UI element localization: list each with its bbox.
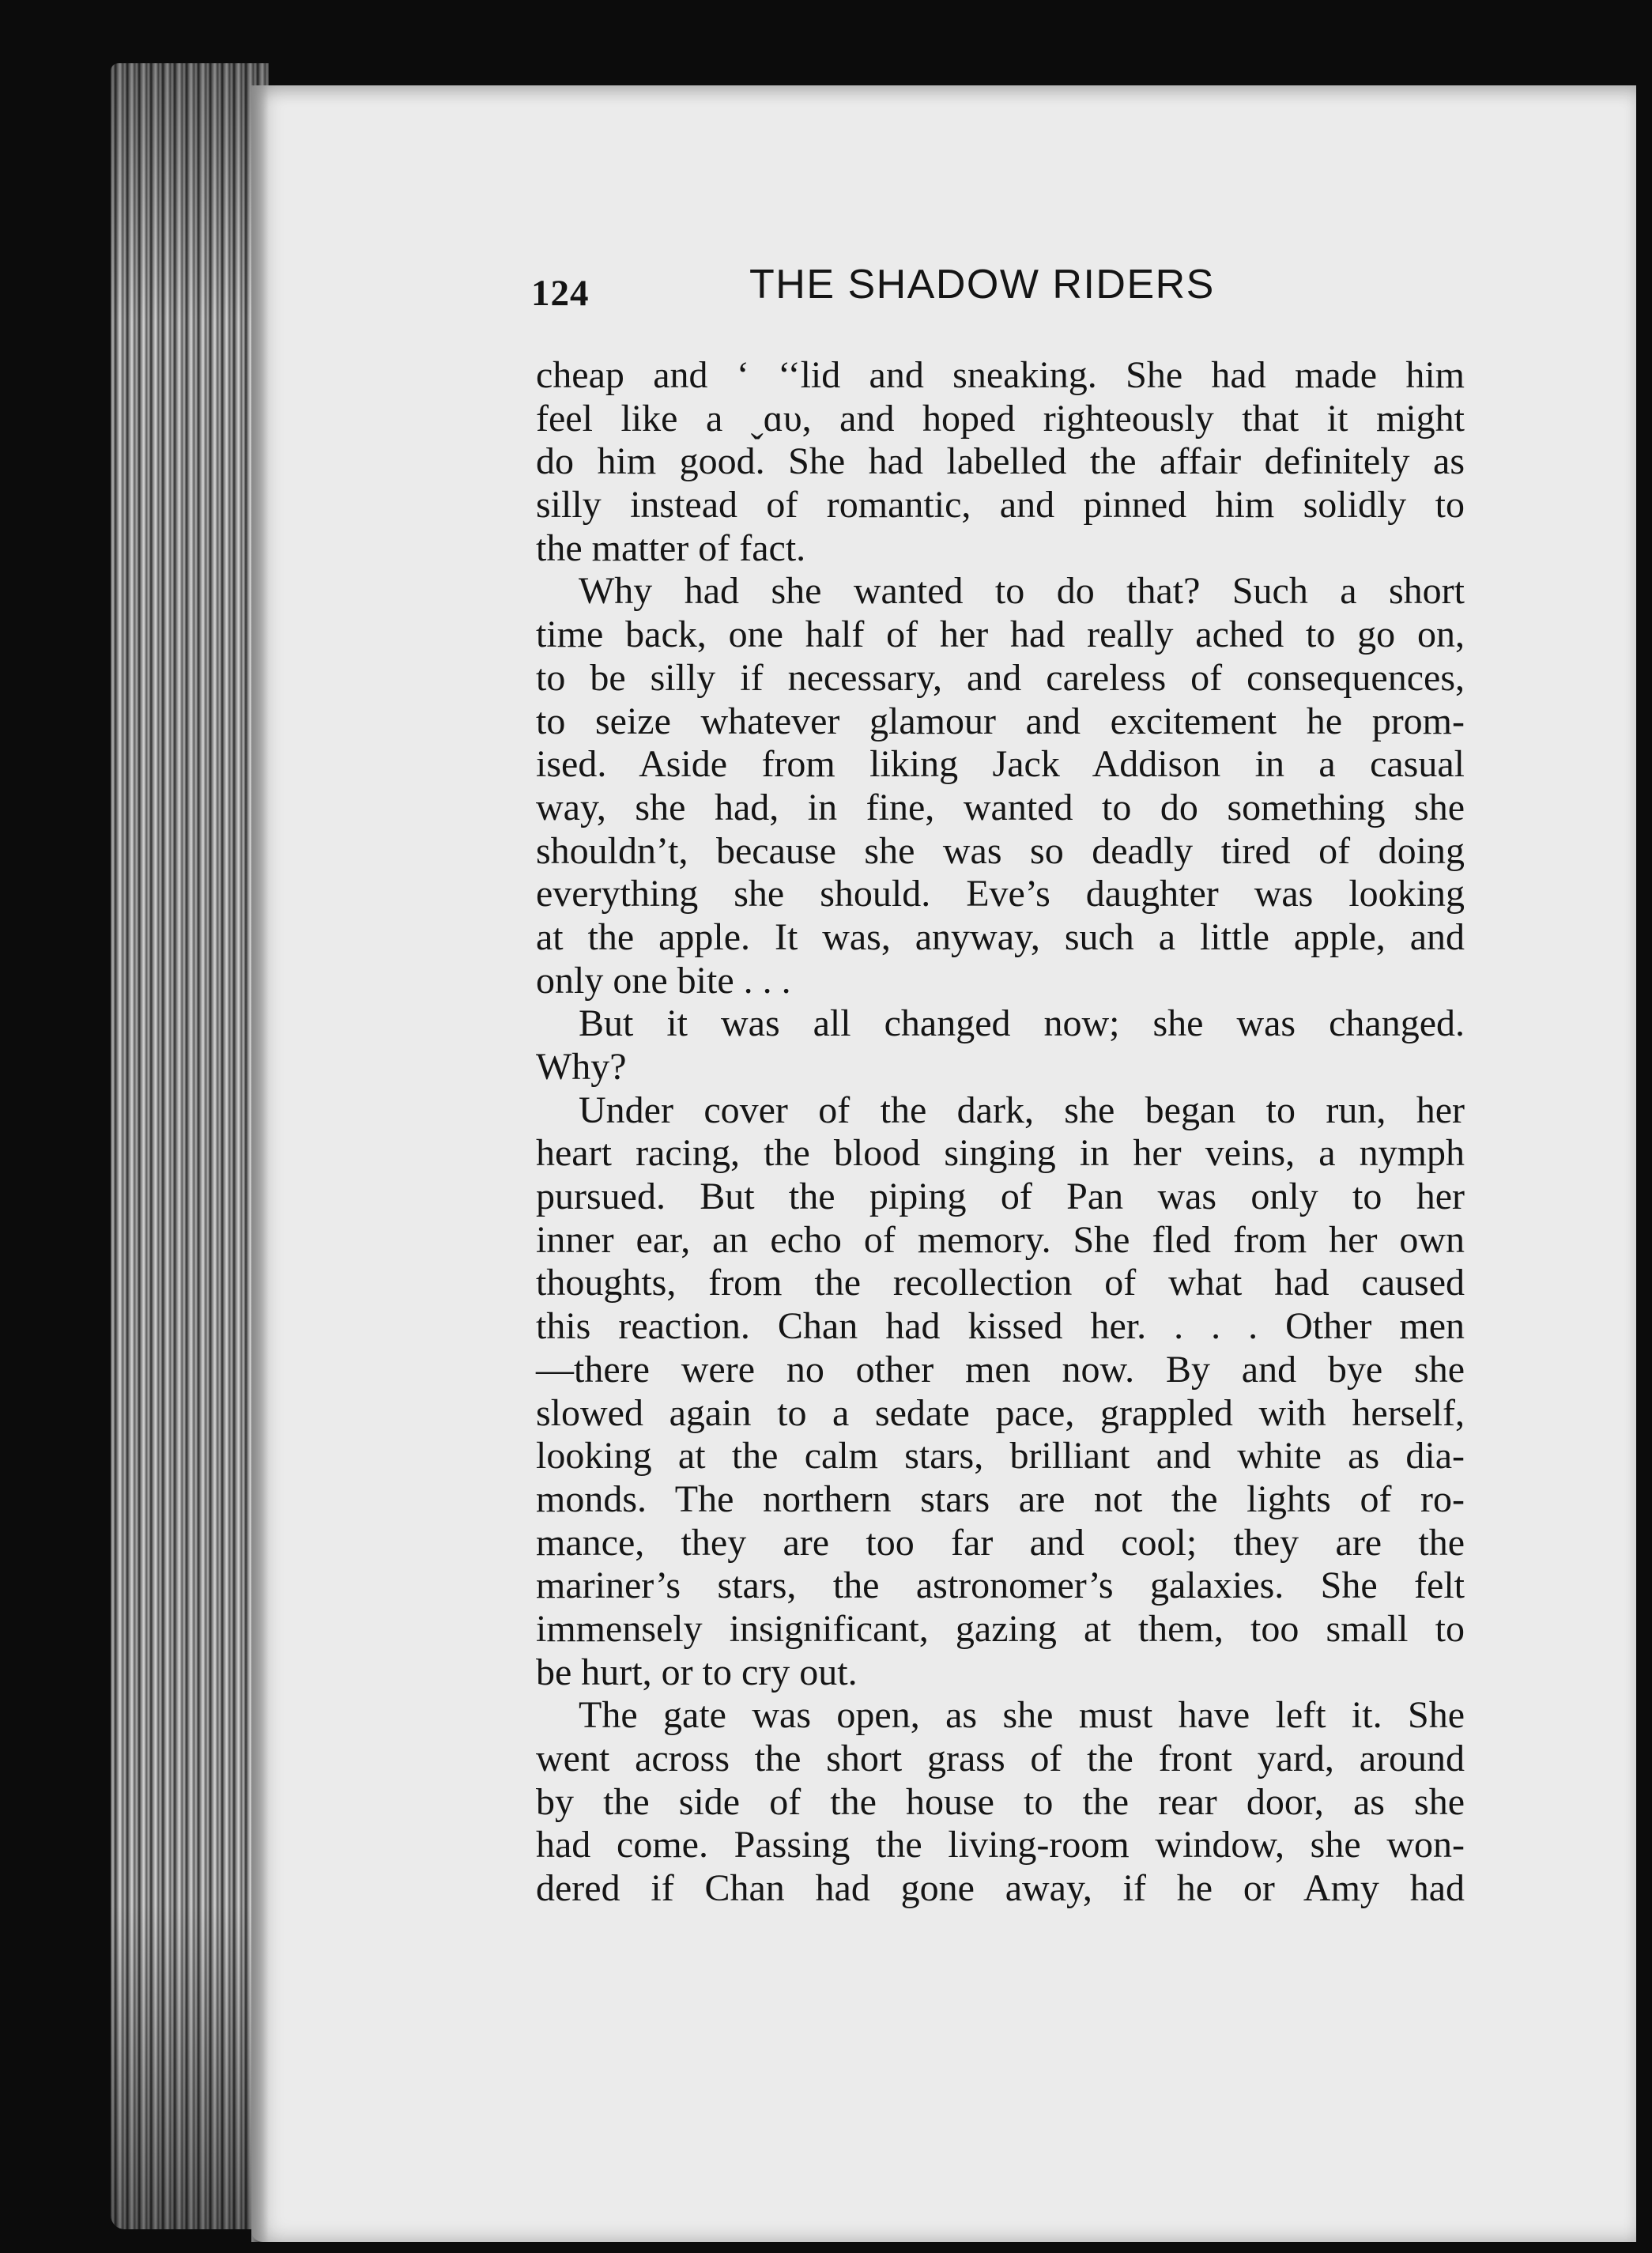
- page-gutter-shadow: [251, 85, 269, 2242]
- text-line: ised. Aside from liking Jack Addison in a casual: [536, 743, 1465, 786]
- text-line: feel like a ˬɑυ, and hoped righteously that it might: [536, 397, 1465, 440]
- text-line: to be silly if necessary, and careless of consequences,: [536, 656, 1465, 699]
- text-line: silly instead of romantic, and pinned him solidly to: [536, 484, 1465, 526]
- text-line: do him good. She had labelled the affair definitely as: [536, 440, 1465, 483]
- text-line: pursued. But the piping of Pan was only to her: [536, 1176, 1465, 1218]
- text-line: everything she should. Eve’s daughter was looking: [536, 873, 1465, 915]
- text-line: slowed again to a sedate pace, grappled with herself,: [536, 1391, 1465, 1434]
- book-title: THE SHADOW RIDERS: [749, 262, 1215, 308]
- text-line: mariner’s stars, the astronomer’s galaxies. She felt: [536, 1564, 1465, 1607]
- body-text: [536, 354, 1465, 1911]
- text-line: way, she had, in fine, wanted to do something she: [536, 786, 1465, 828]
- text-line: cheap and ‘ ‘‘lid and sneaking. She had made him: [536, 354, 1465, 396]
- paragraph: [536, 1002, 1465, 1089]
- page-number: 124: [531, 273, 590, 314]
- text-line: time back, one half of her had really ached to go on,: [536, 613, 1465, 656]
- text-line: shouldn’t, because she was so deadly tired of doing: [536, 829, 1465, 872]
- text-line: thoughts, from the recollection of what had caused: [536, 1262, 1465, 1304]
- text-line: —there were no other men now. By and bye she: [536, 1348, 1465, 1391]
- running-head: [531, 261, 1448, 324]
- paragraph: [536, 1694, 1465, 1910]
- text-line: only one bite . . .: [536, 959, 791, 1002]
- text-line: dered if Chan had gone away, if he or Amy had: [536, 1867, 1465, 1910]
- text-line: this reaction. Chan had kissed her. . . . Other men: [536, 1305, 1465, 1348]
- paragraph: [536, 1089, 1465, 1695]
- text-line: to seize whatever glamour and excitement he prom-: [536, 700, 1465, 742]
- paragraph: [536, 354, 1465, 570]
- text-line: Why?: [536, 1046, 627, 1088]
- text-line: heart racing, the blood singing in her veins, a nymph: [536, 1132, 1465, 1175]
- text-line: The gate was open, as she must have left it. She: [579, 1694, 1465, 1737]
- text-line: Under cover of the dark, she began to run, her: [579, 1089, 1465, 1131]
- text-line: by the side of the house to the rear door, as she: [536, 1780, 1465, 1823]
- text-line: went across the short grass of the front yard, around: [536, 1738, 1465, 1779]
- paragraph: [536, 570, 1465, 1002]
- text-line: monds. The northern stars are not the lights of ro-: [536, 1477, 1465, 1520]
- text-line: mance, they are too far and cool; they are the: [536, 1521, 1465, 1564]
- text-line: the matter of fact.: [536, 526, 806, 569]
- text-line: looking at the calm stars, brilliant and white as dia-: [536, 1435, 1465, 1477]
- text-line: Why had she wanted to do that? Such a short: [579, 570, 1465, 613]
- text-line: But it was all changed now; she was changed.: [579, 1002, 1465, 1045]
- text-line: inner ear, an echo of memory. She fled from her own: [536, 1218, 1465, 1261]
- text-line: at the apple. It was, anyway, such a little apple, and: [536, 915, 1465, 958]
- page-edges-shadow: [111, 63, 269, 2229]
- text-line: immensely insignificant, gazing at them, too small to: [536, 1607, 1465, 1650]
- text-line: had come. Passing the living-room window, she won-: [536, 1824, 1465, 1866]
- text-line: be hurt, or to cry out.: [536, 1651, 858, 1693]
